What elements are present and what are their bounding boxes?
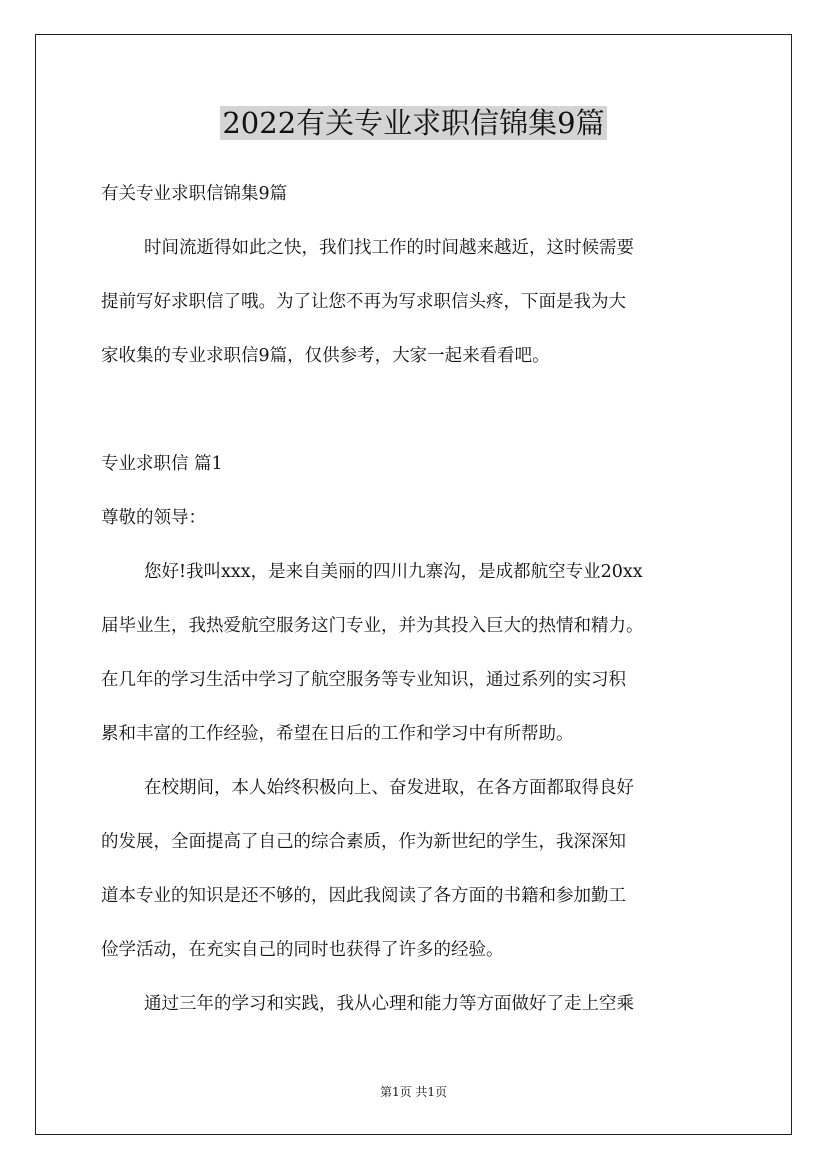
paragraph3-line-1: 通过三年的学习和实践，我从心理和能力等方面做好了走上空乘 (144, 994, 634, 1014)
paragraph1-line-2: 届毕业生，我热爱航空服务这门专业，并为其投入巨大的热情和精力。 (101, 616, 644, 636)
paragraph2-line-3: 道本专业的知识是还不够的，因此我阅读了各方面的书籍和参加勤工 (101, 886, 626, 906)
paragraph1-line-1: 您好!我叫xxx，是来自美丽的四川九寨沟，是成都航空专业20xx (144, 562, 643, 582)
salutation: 尊敬的领导： (101, 508, 206, 528)
document-title-text: 2022有关专业求职信锦集9篇 (222, 106, 605, 140)
document-subtitle: 有关专业求职信锦集9篇 (101, 184, 288, 204)
intro-line-3: 家收集的专业求职信9篇，仅供参考，大家一起来看看吧。 (101, 346, 550, 366)
paragraph2-line-2: 的发展，全面提高了自己的综合素质，作为新世纪的学生，我深深知 (101, 832, 626, 852)
page-footer: 第1页 共1页 (379, 1085, 448, 1099)
document-title (0, 103, 827, 143)
paragraph2-line-1: 在校期间，本人始终积极向上、奋发进取，在各方面都取得良好 (144, 778, 634, 798)
paragraph2-line-4: 俭学活动，在充实自己的同时也获得了许多的经验。 (101, 940, 504, 960)
paragraph1-line-4: 累和丰富的工作经验，希望在日后的工作和学习中有所帮助。 (101, 724, 574, 744)
section-heading: 专业求职信 篇1 (101, 454, 223, 474)
intro-line-2: 提前写好求职信了哦。为了让您不再为写求职信头疼，下面是我为大 (101, 292, 626, 312)
paragraph1-line-3: 在几年的学习生活中学习了航空服务等专业知识，通过系列的实习积 (101, 670, 626, 690)
intro-line-1: 时间流逝得如此之快，我们找工作的时间越来越近，这时候需要 (144, 238, 634, 258)
